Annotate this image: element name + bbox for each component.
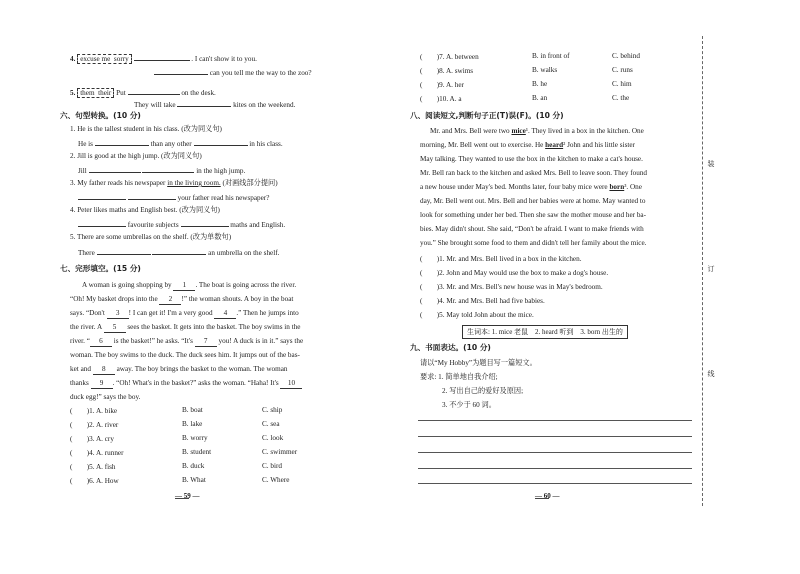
option-item[interactable]: ( )2. A. river [70,421,119,429]
cloze-line-3: says. “Don't 3 ! I can get it! I'm a very good 4 .” Then he jumps into [70,309,299,317]
s6-q1: 1. He is the tallest student in his class. (改为同义句) [70,125,222,133]
option-item[interactable]: ( )7. A. between [420,53,479,61]
cloze-blank[interactable]: 6 [90,336,112,347]
option-choice: C. swimmer [262,448,298,456]
option-item[interactable]: ( )8. A. swims [420,67,474,75]
cloze-line-5: river. “ 6 is the basket!” he asks. “It's 7 you! A duck is in it.” says the [70,337,304,345]
option-choice: C. bird [262,462,282,470]
cloze-line-9: duck egg!” says the boy. [70,393,141,401]
section-9-title: 九、书面表达。(10 分) [410,343,491,352]
cloze-blank[interactable]: 8 [93,364,115,375]
option-item[interactable]: ( )10. A. a [420,95,462,103]
option-item[interactable]: ( )5. A. fish [70,463,116,471]
writing-req-2: 2. 写出自己的爱好及原因; [442,387,524,395]
option-choice: C. sea [262,420,280,428]
option-choice: B. in front of [532,52,570,60]
s6-q1-answer: He is than any other in his class. [78,137,283,149]
option-choice: C. behind [612,52,640,60]
question-5: 5. them their Put on the desk. [70,86,216,98]
option-choice: C. ship [262,406,283,414]
answer-blank[interactable] [78,218,126,227]
option-choice: B. walks [532,66,558,74]
answer-blank[interactable] [95,137,149,146]
cloze-blank[interactable]: 7 [195,336,217,347]
right-page [400,0,800,574]
page-number: — 60 — [535,492,560,500]
option-choice: C. him [612,80,632,88]
writing-line[interactable] [418,468,692,469]
reading-line-2: morning, Mr. Bell went out to exercise. He heard² John and his little sister [420,141,635,149]
cloze-blank[interactable]: 9 [91,378,113,389]
cloze-line-1: A woman is going shopping by 1 . The boat is going across the river. [82,281,297,289]
option-choice: B. duck [182,462,205,470]
option-choice: C. Where [262,476,290,484]
writing-line[interactable] [418,483,692,484]
page-number: — 59 — [175,492,200,500]
option-choice: B. an [532,94,548,102]
reading-line-6: day, Mr. Bell went out. Mrs. Bell and her babies were at home. May wanted to [420,197,646,205]
cloze-line-7: ket and 8 away. The boy brings the basket to the woman. The woman [70,365,288,373]
cloze-line-6: woman. The boy swims to the duck. The duck sees him. It jumps out of the bas- [70,351,300,359]
s6-q3: 3. My father reads his newspaper in the living room. (对画线部分提问) [70,179,278,187]
option-choice: B. he [532,80,548,88]
option-item[interactable]: ( )3. A. cry [70,435,114,443]
question-4: 4. excuse me sorry . I can't show it to you. [70,52,257,64]
option-choice: C. look [262,434,284,442]
cloze-blank[interactable]: 3 [107,308,129,319]
option-choice: C. the [612,94,630,102]
answer-blank[interactable] [177,98,231,107]
answer-blank[interactable] [154,66,208,75]
section-8-title: 八、阅读短文,判断句子正(T)误(F)。(10 分) [410,111,564,120]
option-choice: B. worry [182,434,208,442]
reading-line-9: you.” She brought some food to them and didn't tell her family about the mice. [420,239,647,247]
tf-item-2[interactable]: ( )2. John and May would use the box to make a dog's house. [420,269,609,277]
writing-req-3: 3. 不少于 60 词。 [442,401,496,409]
reading-line-1: Mr. and Mrs. Bell were two mice¹. They lived in a box in the kitchen. One [430,127,644,135]
tf-item-5[interactable]: ( )5. May told John about the mice. [420,311,534,319]
answer-blank[interactable] [181,218,229,227]
reading-line-4: Mr. Bell ran back to the kitchen and asked Mrs. Bell to leave soon. They found [420,169,648,177]
s6-q4: 4. Peter likes maths and English best. (改为同义句) [70,206,220,214]
s6-q5-answer: There an umbrella on the shelf. [78,246,279,258]
binding-label: 线 [707,370,715,377]
binding-label: 装 [707,160,715,167]
option-choice: C. runs [612,66,633,74]
s6-q5: 5. There are some umbrellas on the shelf. (改为单数句) [70,233,232,241]
answer-blank[interactable] [128,86,180,95]
option-item[interactable]: ( )1. A. bike [70,407,118,415]
option-choice: B. lake [182,420,203,428]
cloze-line-8: thanks 9 . “Oh! What's in the basket?” asks the woman. “Haha! It's 10 [70,378,302,389]
answer-blank[interactable] [142,164,194,173]
answer-blank[interactable] [134,52,190,61]
writing-line[interactable] [418,436,692,437]
vocabulary-box: 生词本: 1. mice 老鼠 2. heard 听到 3. born 出生的 [462,325,628,339]
binding-label: 订 [707,265,715,272]
answer-blank[interactable] [194,137,248,146]
option-item[interactable]: ( )9. A. her [420,81,464,89]
cloze-blank[interactable]: 1 [173,280,195,291]
tf-item-1[interactable]: ( )1. Mr. and Mrs. Bell lived in a box in the kitchen. [420,255,582,263]
option-item[interactable]: ( )4. A. runner [70,449,124,457]
section-7-title: 七、完形填空。(15 分) [60,264,141,273]
writing-req-1: 要求: 1. 简单地自我介绍; [420,373,498,381]
answer-blank[interactable] [152,246,206,255]
option-choice: B. student [182,448,212,456]
cloze-line-4: the river. A 5 sees the basket. It gets into the basket. The boy swims in the [70,323,301,331]
answer-blank[interactable] [78,191,126,200]
option-choice: B. boat [182,406,203,414]
cloze-blank[interactable]: 4 [214,308,236,319]
writing-line[interactable] [418,452,692,453]
reading-line-8: bies. May didn't shout. She said, “Don't be afraid. I want to make friends with [420,225,644,233]
section-6-title: 六、句型转换。(10 分) [60,111,141,120]
answer-blank[interactable] [89,164,141,173]
s6-q3-answer: your father read his newspaper? [78,191,269,203]
s6-q2: 2. Jill is good at the high jump. (改为同义句) [70,152,202,160]
binding-line [702,36,703,506]
word-choice-box: excuse me sorry [77,54,132,64]
s6-q2-answer: Jill in the high jump. [78,164,245,176]
question-4-line2: can you tell me the way to the zoo? [154,66,312,78]
word-choice-box: them their [77,88,114,98]
cloze-blank[interactable]: 2 [159,294,181,305]
cloze-line-2: “Oh! My basket drops into the 2 !” the woman shouts. A boy in the boat [70,295,294,303]
tf-item-3[interactable]: ( )3. Mr. and Mrs. Bell's new house was in May's bedroom. [420,283,603,291]
reading-line-5: a new house under May's bed. Months later, four baby mice were born³. One [420,183,642,191]
answer-blank[interactable] [128,191,176,200]
reading-line-7: look for something under her bed. Then she saw the mother mouse and her ba- [420,211,647,219]
option-item[interactable]: ( )6. A. How [70,477,119,485]
option-choice: B. What [182,476,206,484]
writing-prompt: 请以“My Hobby”为题目写一篇短文。 [420,359,537,367]
answer-blank[interactable] [97,246,151,255]
cloze-blank[interactable]: 5 [104,322,126,333]
writing-line[interactable] [418,420,692,421]
reading-line-3: May talking. They wanted to use the box in the kitchen to make a cat's house. [420,155,643,163]
question-5-line2: They will take kites on the weekend. [134,98,295,110]
cloze-blank[interactable]: 10 [280,378,302,389]
tf-item-4[interactable]: ( )4. Mr. and Mrs. Bell had five babies. [420,297,545,305]
s6-q4-answer: favourite subjects maths and English. [78,218,285,230]
